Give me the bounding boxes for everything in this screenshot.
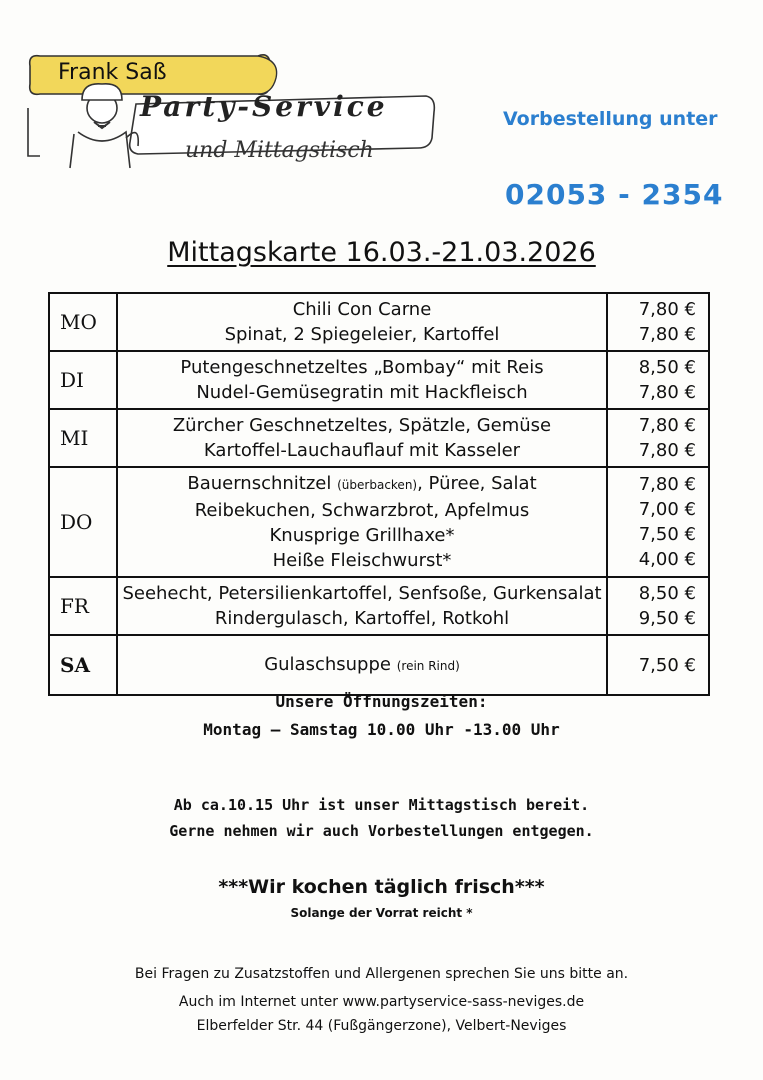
price-cell — [607, 409, 709, 467]
dish: Putengeschnetzeltes „Bombay“ mit Reis — [180, 357, 544, 378]
lunch-menu-table — [48, 292, 710, 696]
price-cell — [607, 293, 709, 351]
price-cell — [607, 351, 709, 409]
dish-cell — [117, 351, 607, 409]
dish-note: (überbacken) — [337, 478, 418, 492]
menu-row-fr — [49, 577, 709, 635]
day-label: DI — [49, 351, 117, 409]
dish: Chili Con Carne — [292, 299, 432, 320]
dish: Seehecht, Petersilienkartoffel, Senfsoße, Gurkensalat — [122, 583, 602, 604]
dish: Rindergulasch, Kartoffel, Rotkohl — [214, 608, 510, 629]
price: 7,80 € — [638, 324, 696, 345]
allergen-note: Bei Fragen zu Zusatzstoffen und Allergenen sprechen Sie uns bitte an. — [134, 966, 629, 982]
dish: Zürcher Geschnetzeltes, Spätzle, Gemüse — [172, 415, 552, 436]
menu-row-sa — [49, 635, 709, 695]
ready-note: Ab ca.10.15 Uhr ist unser Mittagstisch bereit. — [173, 796, 590, 814]
price: 7,80 € — [638, 474, 696, 495]
dish: Knusprige Grillhaxe* — [269, 525, 455, 546]
opening-hours-label: Unsere Öffnungszeiten: — [275, 692, 488, 711]
menu-row-di — [49, 351, 709, 409]
price: 7,80 € — [638, 382, 696, 403]
dish-main: Bauernschnitzel — [187, 473, 332, 494]
price: 7,80 € — [638, 299, 696, 320]
price: 7,50 € — [638, 654, 696, 676]
brand-name: Party-Service — [140, 90, 388, 123]
price: 9,50 € — [638, 608, 696, 629]
day-label: MI — [49, 409, 117, 467]
fresh-slogan: ***Wir kochen täglich frisch*** — [218, 876, 545, 898]
day-label: DO — [49, 467, 117, 577]
menu-row-mi — [49, 409, 709, 467]
dish: Spinat, 2 Spiegeleier, Kartoffel — [224, 324, 500, 345]
day-label: FR — [49, 577, 117, 635]
dish-cell — [117, 467, 607, 577]
price: 8,50 € — [638, 583, 696, 604]
dish — [122, 471, 602, 498]
price: 8,50 € — [638, 357, 696, 378]
dish-cell — [117, 635, 607, 695]
phone-number: 02053 - 2354 — [505, 178, 724, 211]
price-cell — [607, 635, 709, 695]
dish: Kartoffel-Lauchauflauf mit Kasseler — [203, 440, 521, 461]
dish-rest: , Püree, Salat — [417, 473, 537, 494]
owner-name: Frank Saß — [58, 60, 167, 85]
address: Elberfelder Str. 44 (Fußgängerzone), Velbert-Neviges — [196, 1018, 567, 1034]
price: 7,80 € — [638, 415, 696, 436]
price: 7,00 € — [638, 499, 696, 520]
menu-title-wrap — [0, 237, 763, 268]
brand-subtitle: und Mittagstisch — [185, 138, 374, 163]
dish: Reibekuchen, Schwarzbrot, Apfelmus — [194, 500, 530, 521]
price: 7,80 € — [638, 440, 696, 461]
dish-cell — [117, 409, 607, 467]
stock-note: Solange der Vorrat reicht * — [290, 906, 473, 920]
dish-main: Gulaschsuppe — [264, 653, 391, 675]
day-label: SA — [49, 635, 117, 695]
preorder-label: Vorbestellung unter — [503, 108, 718, 130]
dish-note: (rein Rind) — [396, 658, 460, 673]
price: 7,50 € — [638, 524, 696, 545]
dish — [122, 652, 602, 679]
dish-cell — [117, 293, 607, 351]
website-note: Auch im Internet unter www.partyservice-sass-neviges.de — [178, 994, 585, 1010]
dish-cell — [117, 577, 607, 635]
opening-hours: Montag – Samstag 10.00 Uhr -13.00 Uhr — [203, 720, 560, 739]
menu-title: Mittagskarte 16.03.-21.03.2026 — [167, 237, 596, 268]
menu-row-mo — [49, 293, 709, 351]
day-label: MO — [49, 293, 117, 351]
preorder-note: Gerne nehmen wir auch Vorbestellungen entgegen. — [169, 822, 594, 840]
dish: Nudel-Gemüsegratin mit Hackfleisch — [196, 382, 528, 403]
menu-row-do — [49, 467, 709, 577]
price-cell — [607, 467, 709, 577]
price: 4,00 € — [638, 549, 696, 570]
dish: Heiße Fleischwurst* — [272, 550, 452, 571]
price-cell — [607, 577, 709, 635]
